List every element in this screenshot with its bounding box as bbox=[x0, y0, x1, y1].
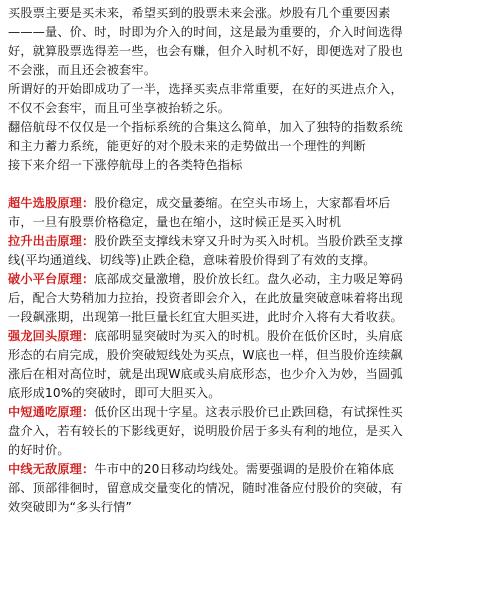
section-zhongduan bbox=[8, 403, 476, 460]
intro-line: 所谓好的开始即成功了一半，选择买卖点非常重要，在好的买进点介入， bbox=[8, 82, 403, 96]
section-line bbox=[8, 327, 476, 346]
section-term: 中短通吃原理： bbox=[8, 405, 95, 419]
section-term: 破小平台原理： bbox=[8, 272, 95, 286]
section-term: 拉升出击原理： bbox=[8, 234, 95, 248]
section-text: 股价跌至支撑线未穿又升时为买入时机。当股价跌至支撑 bbox=[94, 234, 403, 248]
section-text: 牛市中的20日移动均线处。需要强调的是股价在箱体底 bbox=[94, 462, 394, 476]
section-line: 一段飙涨期，出现第一批巨量长红宜大胆买进，此时介入将有大肴收获。 bbox=[8, 310, 403, 324]
section-line: 市，一旦有股票价格稳定，量也在缩小，这时候正是买入时机 bbox=[8, 215, 342, 229]
intro-line: ———量、价、时，时即为介入的时间，这是最为重要的，介入时间选得 bbox=[8, 25, 403, 39]
section-zhongxian bbox=[8, 460, 476, 517]
section-line bbox=[8, 403, 476, 422]
section-poxiao bbox=[8, 270, 476, 327]
section-line: 部、顶部徘徊时，留意成交量变化的情况，随时准备应付股价的突破，有 bbox=[8, 481, 403, 495]
section-line: 线(平均通道线、切线等)止跌企稳，意味着股价得到了有效的支撑。 bbox=[8, 253, 376, 267]
section-line bbox=[8, 460, 476, 479]
intro-line: 好，就算股票选得差一些，也会有赚，但介入时机不好，即便选对了股也 bbox=[8, 44, 403, 58]
section-text: 底部明显突破时为买入的时机。股价在低价区时，头肩底 bbox=[94, 329, 403, 343]
section-line: 的好时价。 bbox=[8, 443, 70, 457]
section-line: 涨后在相对高位时，就是出现W底或头肩底形态，也少介入为妙，当圆弧 bbox=[8, 367, 403, 381]
intro-line: 买股票主要是买未来，希望买到的股票未来会涨。炒股有几个重要因素 bbox=[8, 6, 391, 20]
section-term: 中线无敌原理： bbox=[8, 462, 95, 476]
intro-paragraph bbox=[8, 4, 476, 175]
section-chaoniu bbox=[8, 194, 476, 232]
section-text: 低价区出现十字星。这表示股价已止跌回稳，有试探性买 bbox=[94, 405, 403, 419]
section-lasheng bbox=[8, 232, 476, 270]
section-line: 盘介入，若有较长的下影线更好，说明股价居于多头有利的地位，是买入 bbox=[8, 424, 403, 438]
section-text: 底部成交量激增，股价放长红。盘久必动，主力吸足筹码 bbox=[94, 272, 403, 286]
intro-line: 翻倍航母不仅仅是一个指标系统的合集这么简单，加入了独特的指数系统 bbox=[8, 120, 403, 134]
section-qianglong bbox=[8, 327, 476, 403]
intro-line: 接下来介绍一下涨停航母上的各类特色指标 bbox=[8, 158, 243, 172]
section-line bbox=[8, 232, 476, 251]
section-line: 后，配合大势稍加力拉抬，投资者即会介入，在此放量突破意味着将出现 bbox=[8, 291, 403, 305]
section-line: 底形成10%的突破时，即可大胆买入。 bbox=[8, 386, 221, 400]
section-line: 形态的右肩完成，股价突破短线处为买点，W底也一样，但当股价连续飙 bbox=[8, 348, 403, 362]
intro-line: 和主力蓄力系统，能更好的对个股未来的走势做出一个理性的判断 bbox=[8, 139, 366, 153]
section-line: 效突破即为“多头行情” bbox=[8, 500, 132, 514]
section-term: 强龙回头原理： bbox=[8, 329, 95, 343]
intro-line: 不会涨，而且还会被套牢。 bbox=[8, 63, 157, 77]
section-term: 超牛选股原理： bbox=[8, 196, 95, 210]
intro-line: 不仅不会套牢，而且可坐享被抬轿之乐。 bbox=[8, 101, 231, 115]
section-line bbox=[8, 194, 476, 213]
section-spacer bbox=[8, 175, 476, 194]
section-line bbox=[8, 270, 476, 289]
section-text: 股价稳定，成交量萎缩。在空头市场上，大家都看坏后 bbox=[94, 196, 391, 210]
